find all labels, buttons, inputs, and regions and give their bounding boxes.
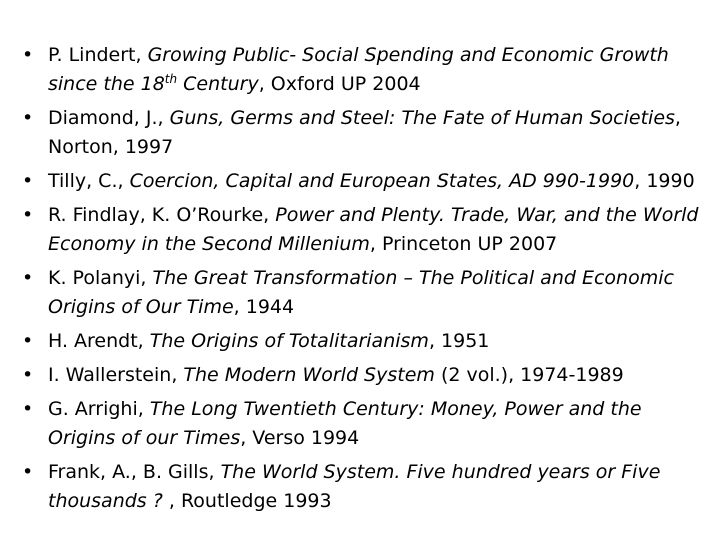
reference-item	[22, 361, 702, 390]
reference-item	[22, 167, 702, 196]
reference-item	[22, 458, 702, 516]
reference-author: P. Lindert,	[48, 44, 148, 66]
reference-author: Tilly, C.,	[48, 170, 130, 192]
bullet-icon: •	[22, 461, 34, 483]
reference-item	[22, 395, 702, 453]
reference-title: The Modern World System	[183, 364, 435, 386]
reference-list	[22, 41, 702, 521]
reference-publisher: , Oxford UP 2004	[258, 73, 421, 95]
bullet-icon: •	[22, 330, 34, 352]
bullet-icon: •	[22, 204, 34, 226]
reference-title-part: Century	[177, 73, 259, 95]
reference-title-part: Growing Public- Social Spending and Economic Growth since the 18	[48, 44, 669, 95]
reference-author: K. Polanyi,	[48, 267, 153, 289]
reference-title: The Great Transformation – The Political and Economic Origins of Our Time	[48, 267, 674, 318]
ordinal-suffix: th	[164, 72, 178, 86]
reference-author: R. Findlay, K. O’Rourke,	[48, 204, 276, 226]
bullet-icon: •	[22, 44, 34, 66]
bullet-icon: •	[22, 107, 34, 129]
reference-item	[22, 264, 702, 322]
reference-publisher: , Norton, 1997	[48, 107, 681, 158]
reference-title: The Long Twentieth Century: Money, Power and the Origins of our Times	[48, 398, 642, 449]
reference-publisher: , Verso 1994	[240, 427, 360, 449]
bullet-icon: •	[22, 267, 34, 289]
reference-item	[22, 104, 702, 162]
reference-title: Power and Plenty. Trade, War, and the World Economy in the Second Millenium	[48, 204, 699, 255]
reference-author: Frank, A., B. Gills,	[48, 461, 221, 483]
reference-title: Guns, Germs and Steel: The Fate of Human Societies	[169, 107, 675, 129]
reference-author: I. Wallerstein,	[48, 364, 184, 386]
reference-item	[22, 41, 702, 99]
reference-publisher: , 1990	[634, 170, 695, 192]
reference-author: H. Arendt,	[48, 330, 150, 352]
reference-item	[22, 327, 702, 356]
bullet-icon: •	[22, 364, 34, 386]
bullet-icon: •	[22, 398, 34, 420]
reference-title: Coercion, Capital and European States, AD 990-1990	[129, 170, 635, 192]
reference-title: The Origins of Totalitarianism	[149, 330, 429, 352]
bullet-icon: •	[22, 170, 34, 192]
reference-publisher: , Princeton UP 2007	[369, 233, 558, 255]
reference-publisher: , Routledge 1993	[162, 490, 332, 512]
reference-publisher: , 1944	[233, 296, 295, 318]
reference-title: The World System. Five hundred years or Five thousands ?	[48, 461, 661, 512]
reference-item	[22, 201, 702, 259]
reference-publisher: (2 vol.), 1974-1989	[434, 364, 624, 386]
reference-author: Diamond, J.,	[48, 107, 170, 129]
reference-author: G. Arrighi,	[48, 398, 150, 420]
reference-publisher: , 1951	[428, 330, 490, 352]
